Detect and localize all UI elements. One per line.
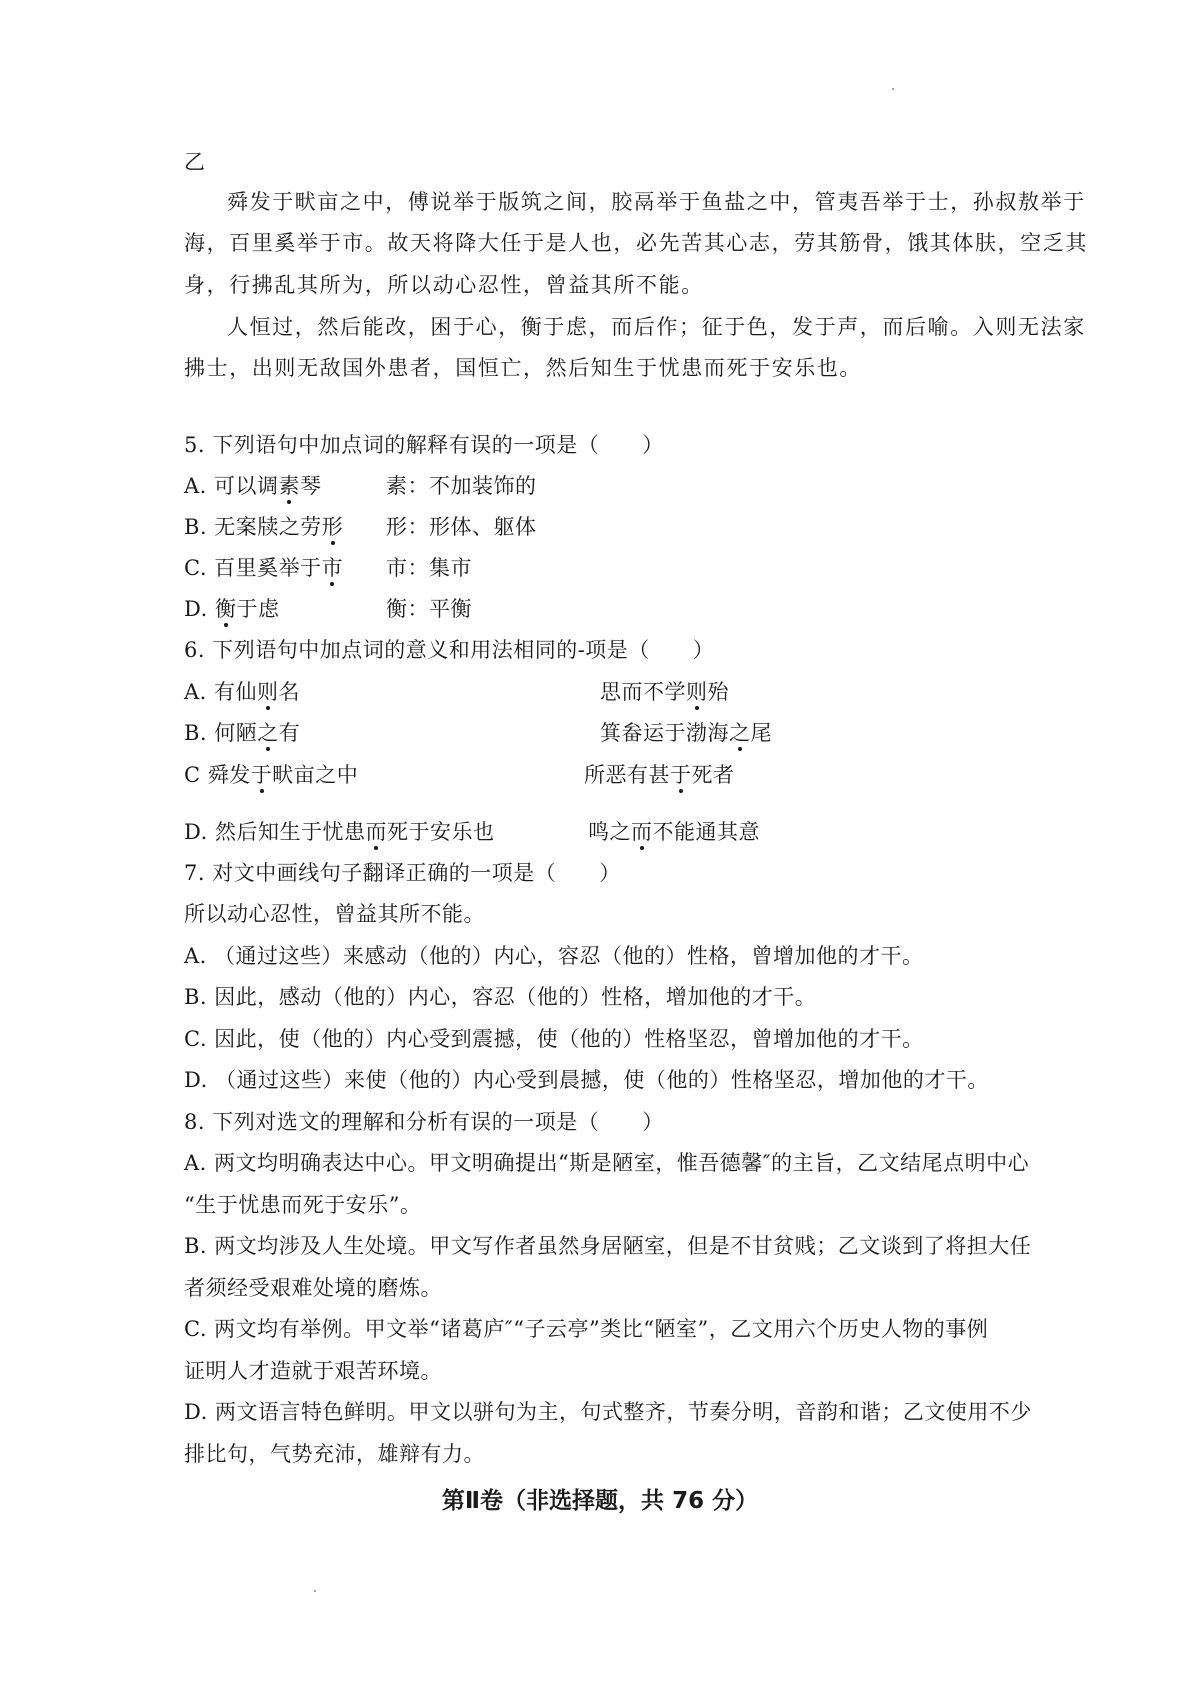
q7-option-c: C. 因此，使（他的）内心受到震撼，使（他的）性格坚忍，曾增加他的才干。 [184,1027,924,1051]
section-heading: 第Ⅱ卷（非选择题，共 76 分） [441,1488,759,1514]
q6-option-a: A. 有仙则名 思而不学则殆 [184,680,729,704]
q5-option-gloss: 形：形体、躯体 [386,515,537,539]
dotted-word: 而 [365,820,387,844]
q5-option-a: A. 可以调素琴 素：不加装饰的 [184,474,537,498]
passage-line: 人恒过，然后能改，困于心，衡于虑，而后作；征于色，发于声，而后喻。入则无法家 [227,315,1086,339]
dotted-word: 素 [278,474,301,498]
dotted-word: 形 [321,515,344,539]
q7-option-d: D. （通过这些）来使（他的）内心受到晨撼，使（他的）性格坚忍，增加他的才干。 [184,1068,989,1092]
q7-option-a: A. （通过这些）来感动（他的）内心，容忍（他的）性格，曾增加他的才干。 [184,944,924,968]
q8-option-b-cont: 者须经受艰难处境的磨炼。 [184,1276,442,1300]
q8-option-a: A. 两文均明确表达中心。甲文明确提出“斯是陋室，惟吾德馨″的主旨，乙文结尾点明中心 [184,1151,1030,1175]
dotted-word: 于 [250,763,273,787]
passage-line: 拂士，出则无敌国外患者，国恒亡，然后知生于忧患而死于安乐也。 [184,356,862,380]
q5-option-gloss: 衡：平衡 [386,597,472,621]
question-8-stem: 8. 下列对选文的理解和分析有误的一项是（ ） [184,1110,664,1134]
scan-speck [314,1590,316,1592]
q8-option-b: B. 两文均涉及人生处境。甲文写作者虽然身居陋室，但是不甘贫贱；乙文谈到了将担大任 [184,1234,1032,1258]
q5-option-d: D. 衡于虑 衡：平衡 [184,597,472,621]
dotted-word: 衡 [214,597,237,621]
q5-option-gloss: 素：不加装饰的 [386,474,537,498]
q6-option-c: C 舜发于畎亩之中 所恶有甚于死者 [184,763,735,787]
q5-option-b: B. 无案牍之劳形 形：形体、躯体 [184,515,537,539]
q8-option-c-cont: 证明人才造就于艰苦环境。 [184,1359,442,1383]
q8-option-c: C. 两文均有举例。甲文举“诸葛庐″“子云亭”类比“陋室”，乙文用六个历史人物的事例 [184,1317,989,1341]
question-7-stem: 7. 对文中画线句子翻译正确的一项是（ ） [184,861,621,885]
dotted-word: 而 [631,820,653,844]
q6-option-b: B. 何陋之有 箕畚运于渤海之尾 [184,721,772,745]
dotted-word: 市 [321,556,344,580]
q5-option-c: C. 百里奚举于市 市：集市 [184,556,472,580]
dotted-word: 之 [257,721,279,745]
q7-option-b: B. 因此，感动（他的）内心，容忍（他的）性格，增加他的才干。 [184,985,817,1009]
dotted-word: 于 [670,763,692,787]
dotted-word: 之 [729,721,751,745]
q8-option-d: D. 两文语言特色鲜明。甲文以骈句为主，句式整齐，节奏分明，音韵和谐；乙文使用不少 [184,1400,1032,1424]
q8-option-a-cont: “生于忧患而死于安乐”。 [184,1193,422,1217]
passage-line: 海，百里奚举于市。故天将降大任于是人也，必先苦其心志，劳其筋骨，饿其体肤，空乏其 [184,231,1088,255]
question-5-stem: 5. 下列语句中加点词的解释有误的一项是（ ） [184,433,664,457]
q5-option-gloss: 市：集市 [386,556,472,580]
q6-option-d: D. 然后知生于忧患而死于安乐也 鸣之而不能通其意 [184,820,760,844]
scan-speck [892,88,894,90]
question-6-stem: 6. 下列语句中加点词的意义和用法相同的-项是（ ） [184,638,715,662]
passage-line: 身，行拂乱其所为，所以动心忍性，曾益其所不能。 [184,273,704,297]
dotted-word: 则 [686,680,708,704]
passage-label: 乙 [184,150,207,174]
passage-line: 舜发于畎亩之中，傅说举于版筑之间，胶鬲举于鱼盐之中，管夷吾举于士，孙叔敖举于 [227,190,1086,214]
dotted-word: 则 [257,680,279,704]
q7-sentence: 所以动心忍性，曾益其所不能。 [184,902,485,926]
q8-option-d-cont: 排比句，气势充沛，雄辩有力。 [184,1442,485,1466]
